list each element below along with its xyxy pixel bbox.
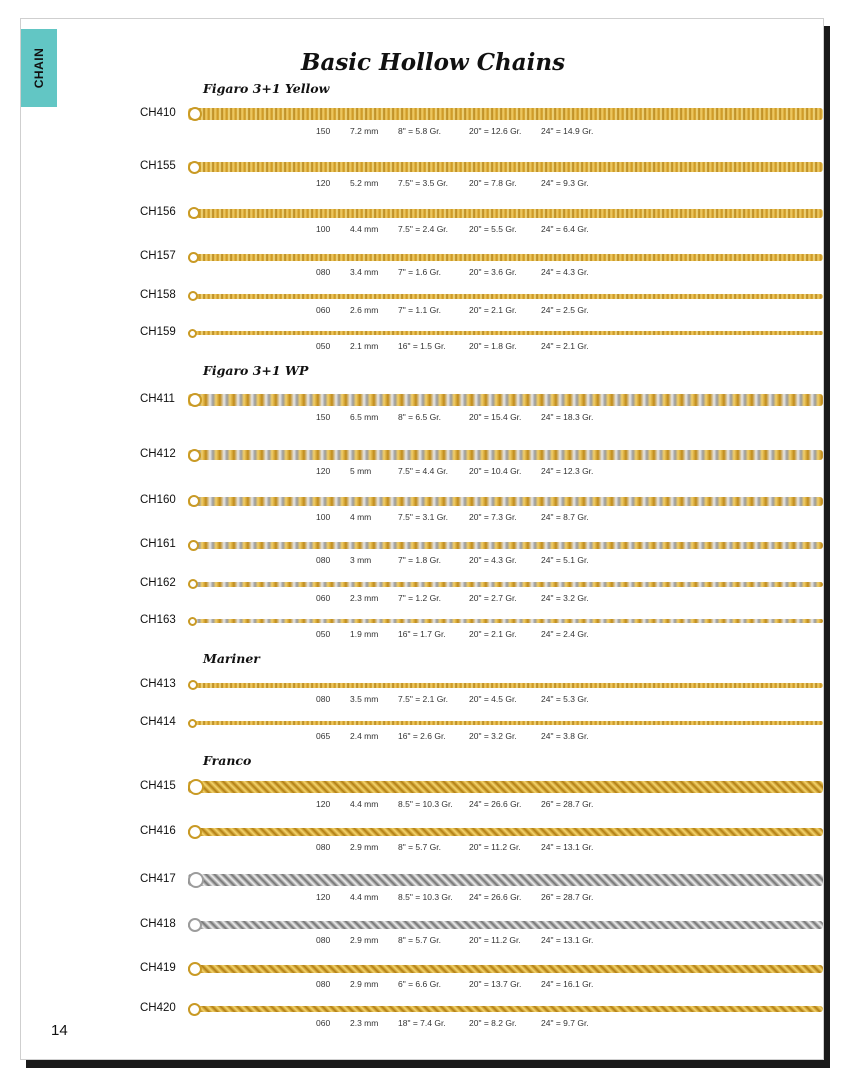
clasp-icon: [188, 107, 202, 121]
width-spec: 2.1 mm: [350, 341, 379, 351]
chain-image: [188, 162, 823, 172]
chain-image: [188, 394, 823, 406]
length-weight-spec-2: 20" = 5.5 Gr.: [469, 223, 517, 234]
width-spec: 4 mm: [350, 511, 372, 522]
chain-image: [188, 619, 823, 623]
gauge-spec: 150: [316, 126, 331, 136]
chain-image: [188, 721, 823, 725]
length-weight-spec-1: 7.5" = 2.1 Gr.: [398, 693, 449, 704]
width-spec: 2.3 mm: [350, 1018, 379, 1028]
length-weight-spec-1: 8" = 6.5 Gr.: [398, 412, 441, 422]
chain-image: [188, 542, 823, 549]
gauge-spec: 060: [316, 1018, 331, 1028]
category-tab-label: CHAIN: [32, 47, 46, 89]
chain-row: [21, 775, 823, 815]
clasp-icon: [188, 291, 198, 301]
length-weight-spec-3: 24" = 16.1 Gr.: [541, 979, 594, 989]
length-weight-spec-1: 7.5" = 2.4 Gr.: [398, 223, 449, 234]
length-weight-spec-2: 20" = 7.3 Gr.: [469, 511, 517, 522]
length-weight-spec-1: 16" = 1.5 Gr.: [398, 341, 446, 351]
width-spec: 2.9 mm: [350, 842, 379, 852]
chain-image: [188, 965, 823, 973]
length-weight-spec-1: 8.5" = 10.3 Gr.: [398, 799, 453, 809]
chain-row: [21, 997, 823, 1037]
length-weight-spec-2: 20" = 10.4 Gr.: [469, 466, 522, 476]
clasp-icon: [188, 962, 202, 976]
chain-code: CH161: [140, 538, 176, 550]
length-weight-spec-3: 24" = 4.3 Gr.: [541, 266, 589, 277]
length-weight-spec-1: 7" = 1.2 Gr.: [398, 592, 441, 603]
chain-code: CH416: [140, 825, 176, 837]
length-weight-spec-1: 7" = 1.8 Gr.: [398, 554, 441, 565]
length-weight-spec-3: 24" = 8.7 Gr.: [541, 511, 589, 522]
catalog-page: [20, 18, 824, 1060]
width-spec: 2.4 mm: [350, 731, 379, 741]
chain-row: [21, 820, 823, 860]
gauge-spec: 100: [316, 511, 331, 522]
gauge-spec: 080: [316, 842, 331, 852]
length-weight-spec-2: 20" = 7.8 Gr.: [469, 178, 517, 188]
length-weight-spec-1: 16" = 1.7 Gr.: [398, 629, 446, 639]
chain-code: CH155: [140, 160, 176, 172]
length-weight-spec-1: 8" = 5.7 Gr.: [398, 935, 441, 945]
length-weight-spec-1: 18" = 7.4 Gr.: [398, 1018, 446, 1028]
page-title: Basic Hollow Chains: [301, 49, 566, 76]
chain-image: [188, 450, 823, 460]
length-weight-spec-3: 24" = 3.8 Gr.: [541, 731, 589, 741]
length-weight-spec-3: 24" = 2.5 Gr.: [541, 304, 589, 315]
chain-code: CH413: [140, 678, 176, 690]
length-weight-spec-2: 20" = 13.7 Gr.: [469, 979, 522, 989]
width-spec: 6.5 mm: [350, 412, 379, 422]
length-weight-spec-3: 24" = 2.1 Gr.: [541, 341, 589, 351]
clasp-icon: [188, 1003, 201, 1016]
gauge-spec: 080: [316, 554, 331, 565]
length-weight-spec-3: 26" = 28.7 Gr.: [541, 799, 594, 809]
category-tab: [21, 29, 57, 107]
length-weight-spec-3: 24" = 5.1 Gr.: [541, 554, 589, 565]
length-weight-spec-2: 20" = 15.4 Gr.: [469, 412, 522, 422]
chain-code: CH411: [140, 393, 175, 405]
chain-row: [21, 245, 823, 285]
length-weight-spec-3: 24" = 5.3 Gr.: [541, 693, 589, 704]
length-weight-spec-3: 24" = 9.3 Gr.: [541, 178, 589, 188]
width-spec: 5 mm: [350, 466, 372, 476]
length-weight-spec-1: 7" = 1.1 Gr.: [398, 304, 441, 315]
chain-row: [21, 868, 823, 908]
length-weight-spec-3: 24" = 14.9 Gr.: [541, 126, 594, 136]
clasp-icon: [188, 680, 198, 690]
width-spec: 3.5 mm: [350, 693, 379, 704]
length-weight-spec-3: 24" = 12.3 Gr.: [541, 466, 594, 476]
length-weight-spec-3: 24" = 6.4 Gr.: [541, 223, 589, 234]
width-spec: 4.4 mm: [350, 892, 379, 902]
clasp-icon: [188, 393, 202, 407]
chain-image: [188, 331, 823, 335]
length-weight-spec-3: 24" = 13.1 Gr.: [541, 935, 594, 945]
gauge-spec: 060: [316, 304, 331, 315]
width-spec: 2.3 mm: [350, 592, 379, 603]
width-spec: 7.2 mm: [350, 126, 379, 136]
gauge-spec: 080: [316, 693, 331, 704]
chain-code: CH157: [140, 250, 176, 262]
chain-row: [21, 572, 823, 612]
chain-row: [21, 321, 823, 361]
chain-image: [188, 294, 823, 299]
chain-image: [188, 1006, 823, 1012]
chain-row: [21, 711, 823, 751]
length-weight-spec-1: 8" = 5.7 Gr.: [398, 842, 441, 852]
chain-image: [188, 874, 823, 886]
gauge-spec: 120: [316, 178, 331, 188]
chain-code: CH420: [140, 1002, 176, 1014]
length-weight-spec-2: 20" = 4.3 Gr.: [469, 554, 517, 565]
width-spec: 4.4 mm: [350, 799, 379, 809]
page-number: 14: [51, 1022, 68, 1039]
chain-code: CH162: [140, 577, 176, 589]
length-weight-spec-2: 20" = 3.6 Gr.: [469, 266, 517, 277]
chain-code: CH415: [140, 780, 176, 792]
length-weight-spec-2: 20" = 8.2 Gr.: [469, 1018, 517, 1028]
chain-image: [188, 108, 823, 120]
section-title-figaro-wp: Figaro 3+1 WP: [203, 363, 309, 378]
chain-row: [21, 489, 823, 529]
width-spec: 3 mm: [350, 554, 372, 565]
gauge-spec: 080: [316, 935, 331, 945]
chain-row: [21, 155, 823, 195]
length-weight-spec-1: 16" = 2.6 Gr.: [398, 731, 446, 741]
length-weight-spec-2: 20" = 2.7 Gr.: [469, 592, 517, 603]
length-weight-spec-1: 6" = 6.6 Gr.: [398, 979, 441, 989]
length-weight-spec-1: 7.5" = 4.4 Gr.: [398, 466, 449, 476]
chain-row: [21, 201, 823, 241]
width-spec: 4.4 mm: [350, 223, 379, 234]
width-spec: 2.6 mm: [350, 304, 379, 315]
clasp-icon: [188, 617, 197, 626]
length-weight-spec-3: 24" = 18.3 Gr.: [541, 412, 594, 422]
chain-row: [21, 673, 823, 713]
clasp-icon: [188, 779, 204, 795]
clasp-icon: [188, 329, 197, 338]
section-title-figaro-yellow: Figaro 3+1 Yellow: [203, 81, 330, 96]
gauge-spec: 100: [316, 223, 331, 234]
chain-row: [21, 284, 823, 324]
length-weight-spec-2: 20" = 11.2 Gr.: [469, 935, 521, 945]
gauge-spec: 120: [316, 799, 331, 809]
section-title-mariner: Mariner: [203, 651, 260, 666]
length-weight-spec-2: 20" = 2.1 Gr.: [469, 629, 517, 639]
length-weight-spec-3: 24" = 2.4 Gr.: [541, 629, 589, 639]
length-weight-spec-2: 20" = 4.5 Gr.: [469, 693, 517, 704]
clasp-icon: [188, 495, 200, 507]
length-weight-spec-3: 24" = 13.1 Gr.: [541, 842, 594, 852]
length-weight-spec-1: 7" = 1.6 Gr.: [398, 266, 441, 277]
length-weight-spec-3: 26" = 28.7 Gr.: [541, 892, 594, 902]
chain-row: [21, 957, 823, 997]
chain-row: [21, 443, 823, 483]
chain-code: CH160: [140, 494, 176, 506]
gauge-spec: 080: [316, 266, 331, 277]
chain-image: [188, 209, 823, 218]
length-weight-spec-1: 7.5" = 3.1 Gr.: [398, 511, 449, 522]
chain-code: CH163: [140, 614, 176, 626]
length-weight-spec-2: 20" = 2.1 Gr.: [469, 304, 517, 315]
clasp-icon: [188, 579, 198, 589]
length-weight-spec-2: 20" = 1.8 Gr.: [469, 341, 517, 351]
chain-code: CH419: [140, 962, 176, 974]
chain-image: [188, 582, 823, 587]
clasp-icon: [188, 161, 201, 174]
clasp-icon: [188, 719, 197, 728]
length-weight-spec-1: 8.5" = 10.3 Gr.: [398, 892, 453, 902]
length-weight-spec-2: 20" = 12.6 Gr.: [469, 126, 522, 136]
length-weight-spec-1: 8" = 5.8 Gr.: [398, 126, 441, 136]
chain-row: [21, 388, 823, 428]
length-weight-spec-2: 20" = 3.2 Gr.: [469, 731, 517, 741]
length-weight-spec-3: 24" = 9.7 Gr.: [541, 1018, 589, 1028]
gauge-spec: 120: [316, 892, 331, 902]
chain-code: CH158: [140, 289, 176, 301]
chain-row: [21, 609, 823, 649]
clasp-icon: [188, 872, 204, 888]
gauge-spec: 080: [316, 979, 331, 989]
chain-row: [21, 913, 823, 953]
chain-code: CH156: [140, 206, 176, 218]
chain-image: [188, 781, 823, 793]
chain-image: [188, 828, 823, 836]
clasp-icon: [188, 252, 199, 263]
length-weight-spec-1: 7.5" = 3.5 Gr.: [398, 178, 449, 188]
width-spec: 5.2 mm: [350, 178, 379, 188]
length-weight-spec-2: 24" = 26.6 Gr.: [469, 799, 522, 809]
gauge-spec: 060: [316, 592, 331, 603]
chain-code: CH410: [140, 107, 176, 119]
chain-image: [188, 921, 823, 929]
gauge-spec: 050: [316, 341, 331, 351]
length-weight-spec-3: 24" = 3.2 Gr.: [541, 592, 589, 603]
gauge-spec: 150: [316, 412, 331, 422]
width-spec: 2.9 mm: [350, 979, 379, 989]
chain-image: [188, 683, 823, 688]
length-weight-spec-2: 24" = 26.6 Gr.: [469, 892, 522, 902]
chain-image: [188, 497, 823, 506]
clasp-icon: [188, 825, 202, 839]
chain-code: CH418: [140, 918, 176, 930]
chain-code: CH414: [140, 716, 176, 728]
clasp-icon: [188, 540, 199, 551]
length-weight-spec-2: 20" = 11.2 Gr.: [469, 842, 521, 852]
width-spec: 2.9 mm: [350, 935, 379, 945]
clasp-icon: [188, 918, 202, 932]
gauge-spec: 120: [316, 466, 331, 476]
width-spec: 1.9 mm: [350, 629, 379, 639]
clasp-icon: [188, 207, 200, 219]
chain-image: [188, 254, 823, 261]
width-spec: 3.4 mm: [350, 266, 379, 277]
chain-code: CH417: [140, 873, 176, 885]
gauge-spec: 065: [316, 731, 331, 741]
gauge-spec: 050: [316, 629, 331, 639]
chain-row: [21, 102, 823, 142]
chain-code: CH412: [140, 448, 176, 460]
section-title-franco: Franco: [203, 753, 252, 768]
chain-code: CH159: [140, 326, 176, 338]
chain-row: [21, 533, 823, 573]
clasp-icon: [188, 449, 201, 462]
